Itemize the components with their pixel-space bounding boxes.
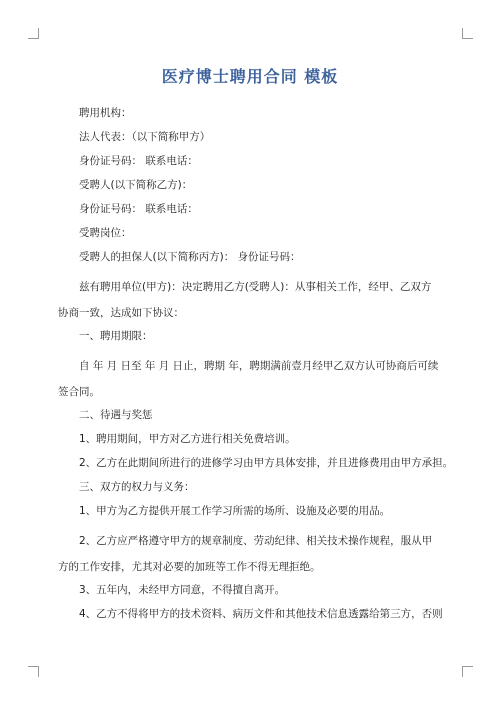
guarantor-line: 受聘人的担保人(以下简称丙方)： 身份证号码： bbox=[79, 251, 301, 263]
section-1-heading: 一、聘用期限： bbox=[79, 330, 153, 342]
contract-body bbox=[58, 106, 454, 622]
crop-mark-bottom-right bbox=[462, 666, 473, 677]
legal-rep-line: 法人代表：（以下简称甲方） bbox=[79, 131, 211, 143]
crop-mark-bottom-left bbox=[28, 666, 39, 677]
employee-line: 受聘人(以下简称乙方)： bbox=[79, 179, 193, 191]
section-3-heading: 三、双方的权力与义务： bbox=[79, 481, 195, 493]
crop-mark-top-left bbox=[28, 28, 39, 39]
clause-3-3: 3、五年内，未经甲方同意，不得擅自离开。 bbox=[79, 584, 286, 596]
crop-mark-top-right bbox=[462, 28, 473, 39]
clause-3-2: 2、乙方应严格遵守甲方的规章制度、劳动纪律、相关技术操作规程，服从甲方的工作安排，尤其对必要的加班等工作不得无理拒绝。 bbox=[58, 535, 433, 573]
position-line: 受聘岗位： bbox=[79, 227, 132, 239]
employee-id-line: 身份证号码： 联系电话： bbox=[79, 203, 198, 215]
employer-id-line: 身份证号码： 联系电话： bbox=[79, 155, 198, 167]
clause-2-2: 2、乙方在此期间所进行的进修学习由甲方具体安排，并且进修费用由甲方承担。 bbox=[79, 457, 454, 469]
term-paragraph: 自 年 月 日至 年 月 日止，聘期 年，聘期满前壹月经甲乙双方认可协商后可续签合同。 bbox=[58, 360, 439, 398]
agreement-intro-paragraph: 兹有聘用单位(甲方)：决定聘用乙方(受聘人)：从事相关工作，经甲、乙双方协商一致，达成如下协议： bbox=[58, 281, 432, 319]
section-2-heading: 二、待遇与奖惩 bbox=[79, 409, 153, 421]
employer-line: 聘用机构： bbox=[79, 107, 132, 119]
clause-2-1: 1、聘用期间，甲方对乙方进行相关免费培训。 bbox=[79, 433, 296, 445]
clause-3-1: 1、甲方为乙方提供开展工作学习所需的场所、设施及必要的用品。 bbox=[79, 505, 391, 517]
document-title: 医疗博士聘用合同 模板 bbox=[161, 67, 339, 86]
clause-3-4: 4、乙方不得将甲方的技术资料、病历文件和其他技术信息透露给第三方，否则 bbox=[79, 608, 443, 620]
